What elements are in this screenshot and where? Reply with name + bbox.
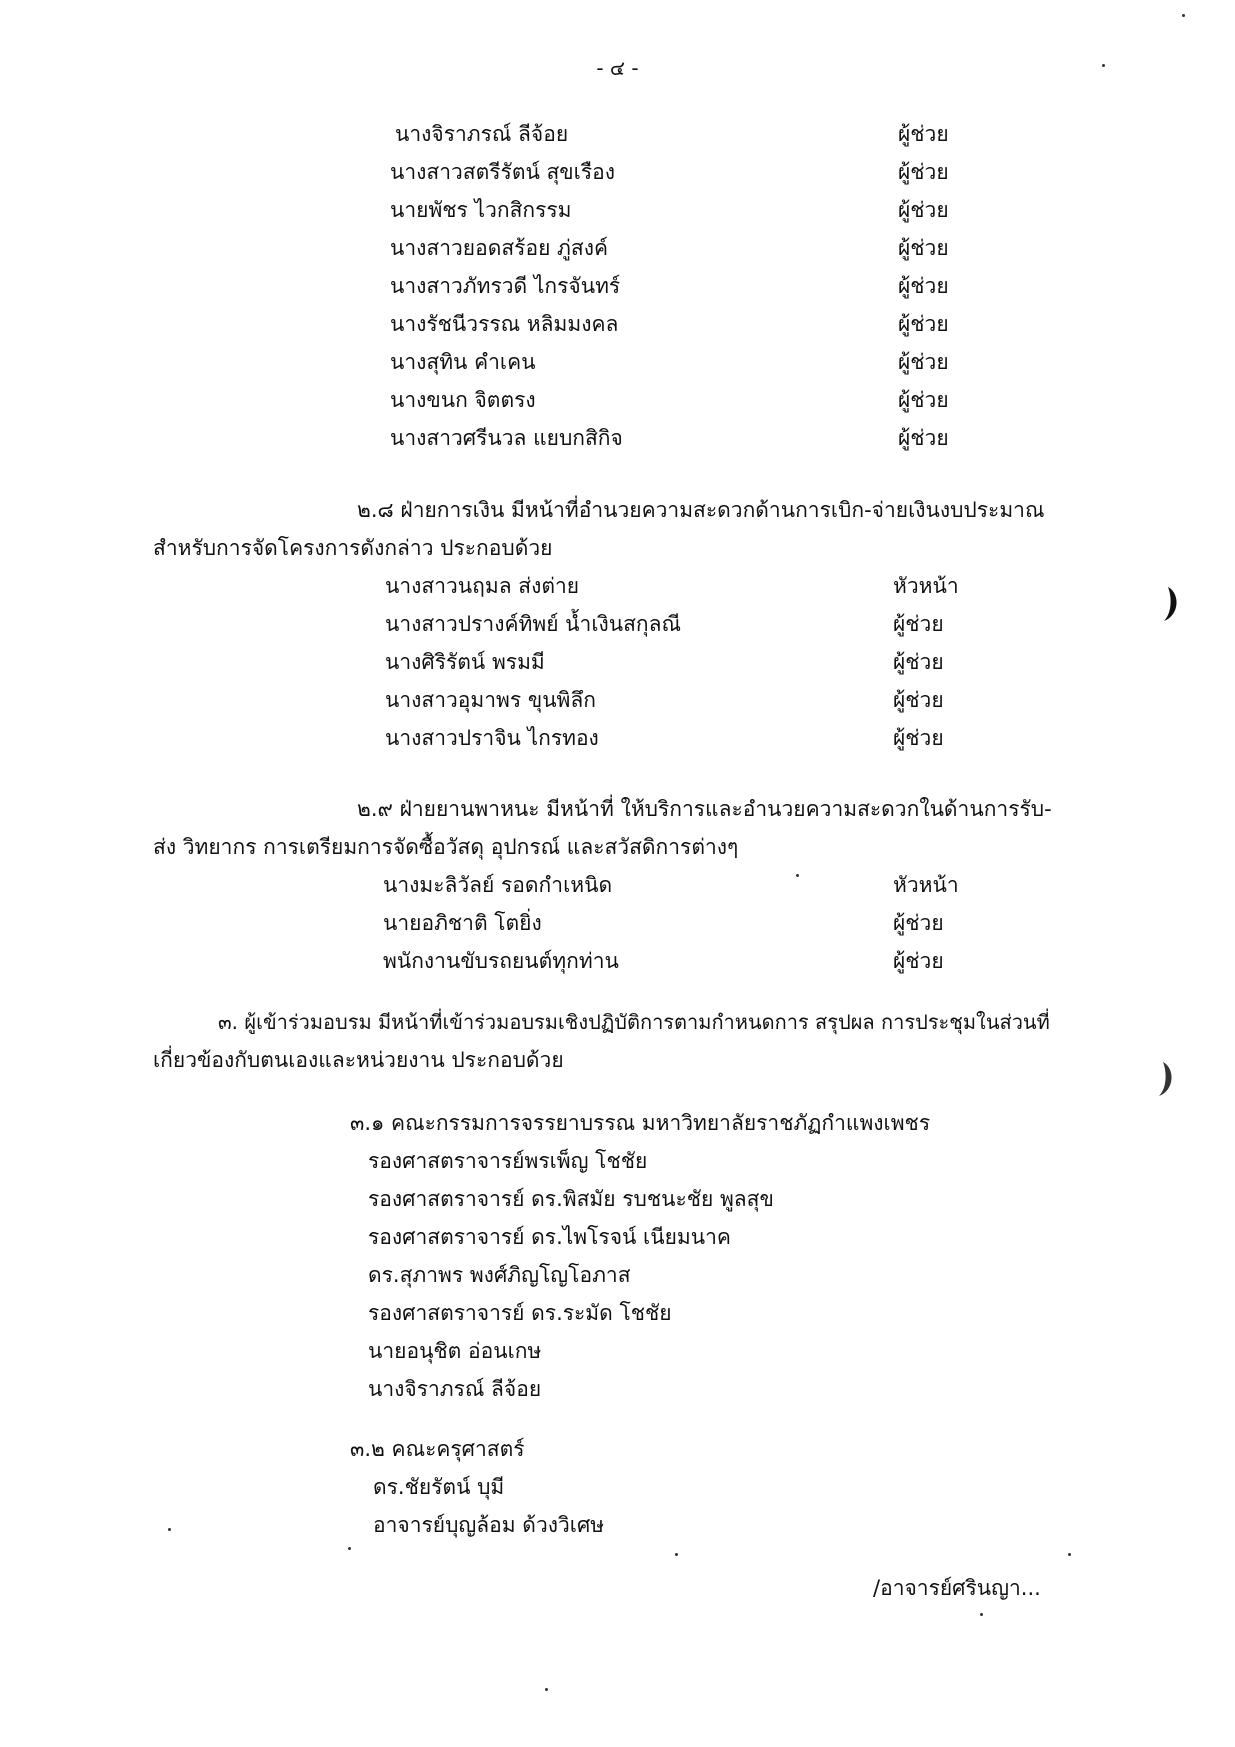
scan-speck — [1182, 14, 1185, 17]
list-item: รองศาสตราจารย์ ดร.ไพโรจน์ เนียมนาค — [368, 1225, 731, 1249]
member-name: นางจิราภรณ์ ลีจ้อย — [395, 122, 569, 146]
member-name: นางสาวศรีนวล แยบกสิกิจ — [390, 426, 623, 450]
member-name: นางสาวอุมาพร ขุนพิลึก — [385, 688, 596, 712]
section-2-9-heading: ๒.๙ ฝ่ายยานพาหนะ มีหน้าที่ ให้บริการและอำนวยความสะดวกในด้านการรับ- — [357, 797, 1052, 821]
member-role: ผู้ช่วย — [893, 949, 944, 973]
section-2-8-text: สำหรับการจัดโครงการดังกล่าว ประกอบด้วย — [153, 536, 553, 560]
member-role: ผู้ช่วย — [898, 198, 949, 222]
member-name: นางสาวปราจิน ไกรทอง — [385, 726, 599, 750]
member-name: นางสาวยอดสร้อย ภู่สงค์ — [390, 236, 609, 260]
section-2-8-heading: ๒.๘ ฝ่ายการเงิน มีหน้าที่อำนวยความสะดวกด้านการเบิก-จ่ายเงินงบประมาณ — [357, 498, 1045, 522]
scan-speck — [675, 1553, 678, 1556]
list-item: ดร.สุภาพร พงศ์ภิญโญโอภาส — [368, 1263, 631, 1287]
hole-punch-mark-icon — [1145, 1060, 1177, 1098]
list-item: รองศาสตราจารย์พรเพ็ญ โชชัย — [368, 1149, 648, 1173]
list-item: อาจารย์บุญล้อม ด้วงวิเศษ — [373, 1513, 605, 1537]
scan-speck — [168, 1528, 171, 1531]
member-role: ผู้ช่วย — [898, 312, 949, 336]
page-number: - ๔ - — [596, 56, 639, 80]
member-name: นางศิริรัตน์ พรมมี — [385, 650, 545, 674]
list-item: นายอนุชิต อ่อนเกษ — [368, 1339, 542, 1363]
member-name: นางสาวปรางค์ทิพย์ น้ำเงินสกุลณี — [385, 612, 681, 636]
list-item: นางจิราภรณ์ ลีจ้อย — [368, 1377, 542, 1401]
member-name: นางสาวสตรีรัตน์ สุขเรือง — [390, 160, 615, 184]
member-role: ผู้ช่วย — [893, 612, 944, 636]
member-name: นายพัชร ไวกสิกรรม — [390, 198, 572, 222]
member-role: ผู้ช่วย — [893, 726, 944, 750]
section-3-2-heading: ๓.๒ คณะครุศาสตร์ — [350, 1437, 525, 1461]
member-name: นางรัชนีวรรณ หลิมมงคล — [390, 312, 619, 336]
member-role: หัวหน้า — [893, 574, 959, 598]
member-role: ผู้ช่วย — [898, 122, 949, 146]
scan-speck — [1102, 64, 1105, 67]
member-role: ผู้ช่วย — [893, 688, 944, 712]
member-role: ผู้ช่วย — [898, 350, 949, 374]
scan-speck — [980, 1613, 983, 1616]
member-name: นางสาวนฤมล ส่งต่าย — [385, 574, 580, 598]
member-role: ผู้ช่วย — [898, 388, 949, 412]
member-role: หัวหน้า — [893, 873, 959, 897]
member-name: นางมะลิวัลย์ รอดกำเหนิด — [383, 873, 613, 897]
scan-speck — [1068, 1553, 1071, 1556]
hole-punch-mark-icon — [1150, 585, 1182, 623]
member-name: นายอภิชาติ โตยิ่ง — [383, 911, 542, 935]
list-item: รองศาสตราจารย์ ดร.พิสมัย รบชนะชัย พูลสุข — [368, 1187, 774, 1211]
continuation-footer: /อาจารย์ศรินญา... — [873, 1576, 1041, 1600]
member-name: นางสาวภัทรวดี ไกรจันทร์ — [390, 274, 621, 298]
member-name: พนักงานขับรถยนต์ทุกท่าน — [383, 949, 619, 973]
list-item: รองศาสตราจารย์ ดร.ระมัด โชชัย — [368, 1301, 672, 1325]
scan-speck — [545, 1688, 548, 1691]
scan-speck — [796, 874, 799, 877]
section-3-text: เกี่ยวข้องกับตนเองและหน่วยงาน ประกอบด้วย — [153, 1048, 564, 1072]
scan-speck — [348, 1547, 351, 1550]
member-name: นางขนก จิตตรง — [390, 388, 536, 412]
member-name: นางสุทิน คำเคน — [390, 350, 536, 374]
member-role: ผู้ช่วย — [898, 274, 949, 298]
member-role: ผู้ช่วย — [898, 160, 949, 184]
section-3-1-heading: ๓.๑ คณะกรรมการจรรยาบรรณ มหาวิทยาลัยราชภัฏกำแพงเพชร — [350, 1111, 931, 1135]
member-role: ผู้ช่วย — [898, 426, 949, 450]
member-role: ผู้ช่วย — [898, 236, 949, 260]
member-role: ผู้ช่วย — [893, 650, 944, 674]
section-2-9-text: ส่ง วิทยากร การเตรียมการจัดซื้อวัสดุ อุปกรณ์ และสวัสดิการต่างๆ — [153, 835, 739, 859]
list-item: ดร.ชัยรัตน์ บุมี — [373, 1475, 505, 1499]
section-3-heading: ๓. ผู้เข้าร่วมอบรม มีหน้าที่เข้าร่วมอบรมเชิงปฏิบัติการตามกำหนดการ สรุปผล การประชุมในส่วนที่ — [218, 1010, 1050, 1034]
member-role: ผู้ช่วย — [893, 911, 944, 935]
